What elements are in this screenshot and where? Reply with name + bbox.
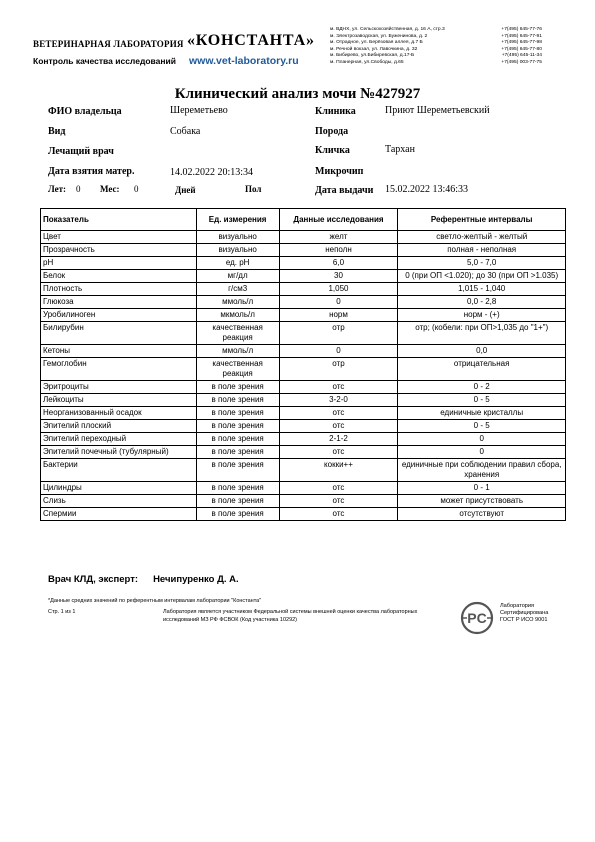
table-row: [41, 358, 566, 381]
phone-item: +7(495) 645-77-98: [501, 40, 542, 46]
table-cell: кокки++: [279, 459, 398, 482]
address-item: м. Электрозаводская, ул. Бужениновa, д. 2: [330, 33, 428, 39]
table-cell: отр: [279, 358, 398, 381]
table-cell: качественная реакция: [196, 358, 279, 381]
table-cell: 5,0 - 7,0: [398, 257, 566, 270]
report-title: Клинический анализ мочи №427927: [174, 86, 421, 102]
rst-certification-logo-icon: [457, 601, 497, 635]
table-row: [41, 482, 566, 495]
address-item: м. ВДНХ, ул. Сельскохозяйственная, д. 16 А, стр.3: [330, 27, 445, 32]
sample-date-label: Дата взятия матер.: [48, 166, 135, 177]
table-cell: Эпителий почечный (тубулярный): [41, 446, 197, 459]
column-header: Данные исследования: [279, 209, 398, 231]
address-item: м. Отрадное, ул. Берёзовая аллея, д.7 Б: [330, 40, 423, 46]
table-cell: в поле зрения: [196, 482, 279, 495]
lab-website-link[interactable]: www.vet-laboratory.ru: [189, 55, 299, 67]
table-cell: Билирубин: [41, 322, 197, 345]
address-item: м. Планерная, ул.Свободы, д.65: [330, 59, 404, 65]
table-cell: Глюкоза: [41, 296, 197, 309]
table-row: [41, 270, 566, 283]
table-cell: Гемоглобин: [41, 358, 197, 381]
table-cell: отс: [279, 420, 398, 433]
sex-label: Пол: [245, 184, 262, 194]
cert-line: Лаборатория: [500, 603, 535, 609]
table-row: [41, 433, 566, 446]
table-row: [41, 322, 566, 345]
table-cell: отр: [279, 322, 398, 345]
table-cell: норм: [279, 309, 398, 322]
fsvok-membership: Лаборатория является участником Федеральной системы внешней оценки качества лабораторных исследований МЗ РФ ФСВОК (Код участника 10292): [163, 609, 418, 623]
table-cell: отс: [279, 446, 398, 459]
doctor-label: Лечащий врач: [48, 146, 114, 157]
table-row: [41, 446, 566, 459]
sample-date-value: 14.02.2022 20:13:34: [170, 167, 254, 178]
table-cell: отрицательная: [398, 358, 566, 381]
phone-list: [452, 27, 542, 67]
expert-signature: [48, 574, 239, 585]
table-cell: в поле зрения: [196, 446, 279, 459]
months-label: Мес:: [100, 184, 120, 194]
table-cell: г/см3: [196, 283, 279, 296]
table-cell: мг/дл: [196, 270, 279, 283]
table-cell: 0 - 1: [398, 482, 566, 495]
table-cell: отр; (кобели: при ОП>1,035 до "1+"): [398, 322, 566, 345]
table-cell: единичные кристаллы: [398, 407, 566, 420]
nickname-value: Тархан: [385, 144, 415, 155]
table-cell: Эпителий переходный: [41, 433, 197, 446]
days-label: Дней: [175, 185, 196, 195]
owner-value: Шереметьево: [170, 105, 228, 116]
table-cell: отс: [279, 381, 398, 394]
table-cell: норм - (+): [398, 309, 566, 322]
table-cell: Кетоны: [41, 345, 197, 358]
table-header-row: [41, 209, 566, 231]
table-cell: 3-2-0: [279, 394, 398, 407]
table-row: [41, 309, 566, 322]
column-header: Показатель: [41, 209, 197, 231]
table-row: [41, 381, 566, 394]
table-row: [41, 231, 566, 244]
table-cell: 0: [279, 296, 398, 309]
table-cell: 0 - 2: [398, 381, 566, 394]
table-cell: 0: [398, 446, 566, 459]
phone-item: +7(495) 645-77-91: [501, 33, 542, 39]
phone-item: +7(495) 645-11-34: [501, 53, 542, 59]
table-cell: отс: [279, 495, 398, 508]
table-cell: Белок: [41, 270, 197, 283]
table-row: [41, 394, 566, 407]
table-cell: Прозрачность: [41, 244, 197, 257]
table-cell: Спермии: [41, 508, 197, 521]
table-cell: 0,0: [398, 345, 566, 358]
cert-line: ГОСТ Р ИСО 9001: [500, 617, 548, 624]
table-cell: ммоль/л: [196, 296, 279, 309]
table-cell: в поле зрения: [196, 394, 279, 407]
table-cell: в поле зрения: [196, 433, 279, 446]
expert-name: Нечипуренко Д. А.: [153, 574, 239, 585]
page-number: Стр. 1 из 1: [48, 609, 76, 615]
table-cell: Эпителий плоский: [41, 420, 197, 433]
table-cell: желт: [279, 231, 398, 244]
table-cell: 0 - 5: [398, 394, 566, 407]
table-cell: Уробилиноген: [41, 309, 197, 322]
table-cell: в поле зрения: [196, 459, 279, 482]
table-row: [41, 420, 566, 433]
chip-label: Микрочип: [315, 166, 364, 177]
table-cell: Лейкоциты: [41, 394, 197, 407]
table-cell: единичные при соблюдении правил сбора, хранения: [398, 459, 566, 482]
table-row: [41, 244, 566, 257]
table-row: [41, 508, 566, 521]
phone-item: +7(495) 645-77-80: [501, 46, 542, 52]
breed-label: Порода: [315, 126, 349, 137]
phone-item: +7(495) 003-77-75: [501, 59, 542, 65]
table-cell: Неорганизованный осадок: [41, 407, 197, 420]
table-cell: 30: [279, 270, 398, 283]
table-cell: 0: [398, 433, 566, 446]
table-cell: визуально: [196, 244, 279, 257]
table-cell: Слизь: [41, 495, 197, 508]
table-cell: визуально: [196, 231, 279, 244]
table-row: [41, 407, 566, 420]
years-value: 0: [76, 184, 81, 194]
lab-label: ВЕТЕРИНАРНАЯ ЛАБОРАТОРИЯ: [33, 39, 184, 49]
clinic-value: Приют Шереметьевский: [385, 105, 490, 116]
column-header: Ед. измерения: [196, 209, 279, 231]
phone-item: +7(495) 645-77-76: [501, 27, 542, 32]
results-table: [40, 208, 566, 521]
clinic-label: Клиника: [315, 106, 356, 117]
table-cell: полная - неполная: [398, 244, 566, 257]
address-item: м. Речной вокзал, ул. Лавочкина, д. 32: [330, 46, 418, 52]
table-cell: может присутствовать: [398, 495, 566, 508]
table-cell: ммоль/л: [196, 345, 279, 358]
owner-label: ФИО владельца: [48, 106, 122, 117]
table-cell: 1,050: [279, 283, 398, 296]
table-cell: в поле зрения: [196, 381, 279, 394]
table-row: [41, 296, 566, 309]
table-cell: отс: [279, 482, 398, 495]
table-cell: отсутствуют: [398, 508, 566, 521]
table-cell: 2-1-2: [279, 433, 398, 446]
table-row: [41, 459, 566, 482]
table-cell: Бактерии: [41, 459, 197, 482]
table-row: [41, 345, 566, 358]
table-cell: 6,0: [279, 257, 398, 270]
table-cell: отс: [279, 508, 398, 521]
table-cell: в поле зрения: [196, 495, 279, 508]
years-label: Лет:: [48, 184, 67, 194]
table-cell: мкмоль/л: [196, 309, 279, 322]
table-cell: pH: [41, 257, 197, 270]
table-cell: 0,0 - 2,8: [398, 296, 566, 309]
address-item: м. Бибирево, ул.Бибиревская, д.17-Б: [330, 53, 415, 59]
table-row: [41, 283, 566, 296]
table-row: [41, 495, 566, 508]
lab-subtitle: Контроль качества исследований: [33, 56, 176, 66]
table-cell: 1,015 - 1,040: [398, 283, 566, 296]
months-value: 0: [134, 184, 139, 194]
issue-date-label: Дата выдачи: [315, 185, 374, 196]
table-cell: Плотность: [41, 283, 197, 296]
table-cell: Цвет: [41, 231, 197, 244]
table-cell: в поле зрения: [196, 508, 279, 521]
footnote: *Данные средних значений по референтным интервалам лаборатории "Константа": [48, 598, 262, 604]
table-cell: неполн: [279, 244, 398, 257]
issue-date-value: 15.02.2022 13:46:33: [385, 184, 469, 195]
table-cell: светло-желтый - желтый: [398, 231, 566, 244]
table-cell: Цилиндры: [41, 482, 197, 495]
table-row: [41, 257, 566, 270]
species-label: Вид: [48, 126, 66, 137]
table-cell: отс: [279, 407, 398, 420]
cert-line: Сертифицирована: [500, 610, 549, 617]
nickname-label: Кличка: [315, 145, 350, 156]
table-cell: ед. pH: [196, 257, 279, 270]
svg-text:PC: PC: [467, 610, 487, 626]
table-cell: Эритроциты: [41, 381, 197, 394]
certification-text: [500, 603, 548, 625]
table-cell: в поле зрения: [196, 407, 279, 420]
table-cell: 0 - 5: [398, 420, 566, 433]
species-value: Собака: [170, 126, 201, 137]
column-header: Референтные интервалы: [398, 209, 566, 231]
table-cell: 0: [279, 345, 398, 358]
table-cell: 0 (при ОП <1.020); до 30 (при ОП >1.035): [398, 270, 566, 283]
table-cell: в поле зрения: [196, 420, 279, 433]
lab-name: «КОНСТАНТА»: [187, 32, 315, 49]
table-cell: качественная реакция: [196, 322, 279, 345]
expert-label: Врач КЛД, эксперт:: [48, 574, 139, 585]
